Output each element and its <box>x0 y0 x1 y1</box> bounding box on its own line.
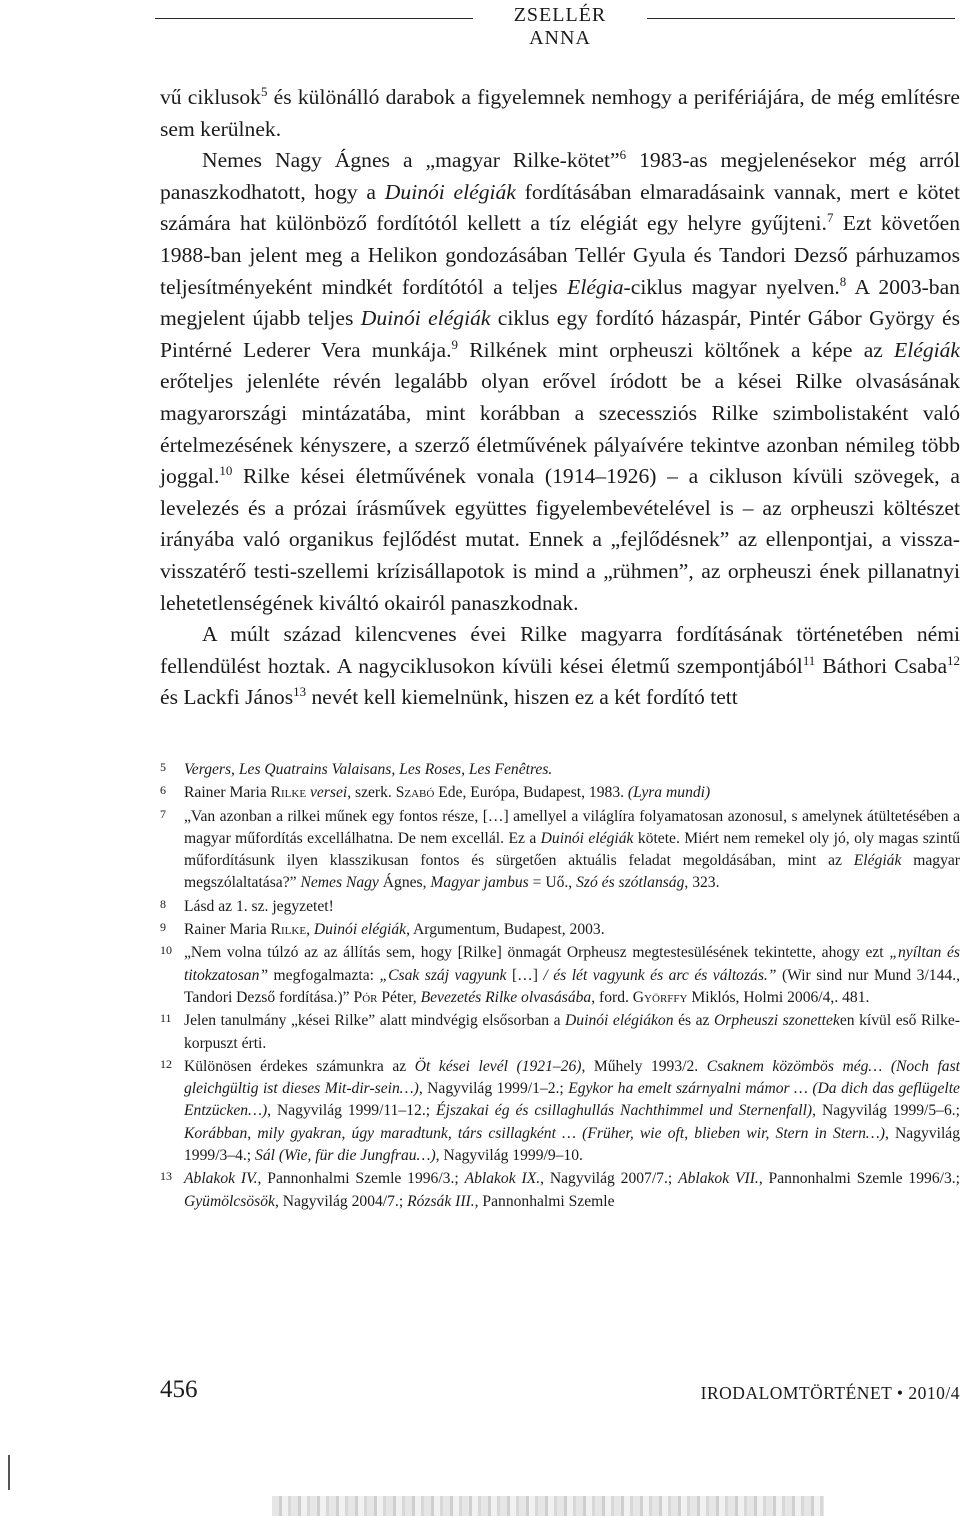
italic-text: / és lét vagyunk és arc és változás.” <box>543 966 777 984</box>
footnote-ref: 10 <box>219 462 233 478</box>
italic-text: Elégiák <box>853 852 902 870</box>
text-run: , Nagyvilág 1999/11–12.; <box>267 1102 436 1120</box>
text-run: kötete. Miért nem remekel oly jó, oly magas szintű műfordításunk ilyen klasszikusan fontos és sürgetően aktuális feladat megoldásában, mint az <box>184 829 960 870</box>
footnote-6 <box>160 782 960 804</box>
text-run: en kívül eső Rilke-korpuszt érti. <box>184 1012 960 1052</box>
text-run: = Uő., <box>528 874 577 892</box>
italic-text: Duinói elégiák <box>540 829 634 847</box>
italic-text: Szó és szótlanság <box>576 874 685 892</box>
italic-text: Éjszakai ég és csillaghullás Nachthimmel und Sternenfall) <box>436 1102 813 1120</box>
italic-text: „nyíltan és titokzatosan” <box>184 944 960 984</box>
text-run: (Wir sind nur Mund 3/144., Tandori Dezső fordítása.)” <box>184 966 960 1006</box>
text-run: -ciklus magyar nyelven. <box>623 274 840 299</box>
italic-text: Duinói elégiák <box>360 306 491 331</box>
text-run: , Műhely 1993/2. <box>581 1057 707 1075</box>
text-run: megfogalmazta: <box>268 966 380 984</box>
text-run: Miklós, Holmi 2006/4,. 481. <box>687 988 870 1006</box>
italic-text: Ablakok IX. <box>464 1170 541 1188</box>
text-run: A 2003-ban megjelent újabb teljes <box>160 274 960 331</box>
text-run: és az <box>673 1012 714 1030</box>
footnote-number: 13 <box>160 1169 172 1184</box>
running-header <box>155 4 955 49</box>
footnote-8 <box>160 896 960 918</box>
italic-text: Nemes Nagy <box>300 874 379 892</box>
italic-text: Elégia <box>567 274 624 299</box>
text-run: Ede, Európa, Budapest, 1983. <box>434 784 628 802</box>
italic-text: Vergers, Les Quatrains Valaisans, Les Roses, Les Fenêtres. <box>184 761 553 778</box>
italic-text: Duinói elégiák <box>313 921 407 939</box>
footnote-text <box>184 896 960 918</box>
footnote-5 <box>160 759 960 781</box>
footnote-ref: 6 <box>619 147 627 162</box>
text-run: , Nagyvilág 1999/1–2.; <box>418 1080 569 1098</box>
footnote-text <box>184 942 960 1009</box>
scan-margin-mark <box>8 1455 10 1490</box>
text-run: A múlt század kilencvenes évei Rilke magyarra fordításának történetében némi fellendülést hoztak. A nagyciklusokon kívüli kései életmű szempontjából <box>160 622 960 678</box>
text-run: , szerk. <box>347 784 396 802</box>
text-run: Ágnes, <box>378 874 431 892</box>
footnote-number: 10 <box>160 943 172 958</box>
italic-text: (Lyra mundi) <box>627 784 711 802</box>
footnote-text <box>184 759 960 781</box>
italic-text: Bevezetés Rilke olvasásába <box>420 988 592 1006</box>
text-run: , Pannonhalmi Szemle <box>474 1192 615 1210</box>
footnote-number: 6 <box>160 783 166 798</box>
text-run: Péter, <box>377 988 421 1006</box>
footnote-text <box>184 806 960 895</box>
italic-text: Orpheuszi szonettek <box>714 1012 840 1030</box>
text-run: erőteljes jelenléte révén legalább olyan erővel íródott be a kései Rilke olvasásának magyarországi mintázatába, mint korábban a szecessziós Rilke szimbolistaként való értelmezésének kényszere, a szerző életművének pályaívére tekintve azonban némileg több joggal. <box>160 369 960 489</box>
text-run: , ford. <box>591 988 633 1006</box>
italic-text: Ablakok VII. <box>678 1170 759 1188</box>
footnote-text <box>184 782 960 804</box>
italic-text: „Csak száj vagyunk <box>379 966 507 984</box>
text-run: 1983-as megjelenésekor még arról panaszkodhatott, hogy a <box>160 148 960 204</box>
small-caps-name: Rilke <box>270 784 307 802</box>
text-run: Rilkének mint orpheuszi költőnek a képe az <box>458 337 895 362</box>
text-run: , <box>306 921 314 939</box>
italic-text: Magyar jambus <box>430 874 529 892</box>
header-rule-left <box>155 18 473 19</box>
small-caps-name: Rilke <box>270 921 307 939</box>
text-run: és különálló darabok a figyelemnek nemhogy a perifériájára, de még említésre sem kerülnek. <box>160 85 960 141</box>
small-caps-name: Szabó <box>395 784 435 802</box>
header-rule-right <box>647 18 955 19</box>
footnote-ref: 7 <box>826 210 834 226</box>
paragraph-2 <box>160 145 960 619</box>
footnote-ref: 13 <box>293 684 307 700</box>
text-run: , Pannonhalmi Szemle 1996/3.; <box>257 1170 465 1188</box>
footnote-ref: 5 <box>260 83 268 99</box>
text-run: , Nagyvilág 2004/7.; <box>274 1192 408 1210</box>
footnote-number: 8 <box>160 896 166 911</box>
footnote-number: 12 <box>160 1056 172 1071</box>
small-caps-name: Pór <box>353 988 378 1006</box>
journal-issue: IRODALOMTÖRTÉNET • 2010/4 <box>700 1383 960 1403</box>
footnote-12 <box>160 1056 960 1167</box>
header-author: ZSELLÉR ANNA <box>513 4 607 49</box>
italic-text: Duinói elégiákon <box>565 1012 674 1030</box>
text-run: , Nagyvilág 2007/7.; <box>540 1170 679 1188</box>
footnote-text <box>184 919 960 941</box>
text-run: Rilke kései életművének vonala (1914–1926) – a cikluson kívüli szövegek, a levelezés és a prózai írásművek együttes figyelembevételével is – az orpheuszi költészet irányába való organikus fejlődést mutat. Ennek a „fejlődésnek” az ellenpontjai, a vissza-visszatérő testi-szellemi krízisállapotok is mind a „rühmen”, az orpheuszi ének pillanatnyi lehetetlenségének kiváltó okairól panaszkodnak. <box>160 464 960 615</box>
footnote-ref: 12 <box>947 652 960 668</box>
text-run: ciklus egy fordító házaspár, Pintér Gábor György és Pintérné Lederer Vera munkája. <box>160 306 960 362</box>
italic-text: Öt kései levél (1921–26) <box>414 1057 582 1075</box>
footnote-11 <box>160 1010 960 1055</box>
italic-text: Ablakok IV. <box>184 1170 258 1188</box>
text-run: Lásd az 1. sz. jegyzetet! <box>184 897 334 915</box>
scan-artifact-strip <box>272 1496 824 1516</box>
paragraph-3 <box>160 619 960 714</box>
footnote-number: 7 <box>160 806 166 821</box>
italic-text: Korábban, mily gyakran, úgy maradtunk, társ csillagként … (Früher, wie oft, blieben wir, Stern in Stern…) <box>184 1124 885 1142</box>
text-run: „Nem volna túlzó az az állítás sem, hogy [Rilke] önmagát Orpheusz megtestesülésének tekintette, ahogy ezt <box>184 944 890 962</box>
text-run: […] <box>506 966 544 984</box>
italic-text: Sál (Wie, für die Jungfrau…) <box>255 1147 436 1165</box>
main-text <box>160 82 960 714</box>
footnotes <box>160 759 960 1214</box>
italic-text: Gyümölcsösök <box>184 1192 275 1210</box>
footnote-ref: 11 <box>802 652 816 668</box>
italic-text: Rózsák III. <box>407 1192 475 1210</box>
footnote-13 <box>160 1168 960 1213</box>
text-run: Rainer Maria <box>184 921 271 939</box>
paragraph-1 <box>160 82 960 145</box>
footnote-7 <box>160 806 960 895</box>
text-run: Báthori Csaba <box>815 653 948 678</box>
text-run: , 323. <box>684 874 720 892</box>
text-run: , Argumentum, Budapest, 2003. <box>406 921 605 939</box>
italic-text: Csaknem közömbös még… (Noch fast gleichgültig ist dieses Mit-dir-sein…) <box>184 1057 960 1098</box>
text-run: , Nagyvilág 1999/5–6.; <box>812 1102 960 1120</box>
footnote-text <box>184 1010 960 1055</box>
footnote-text <box>184 1168 960 1213</box>
text-run: , Nagyvilág 1999/9–10. <box>435 1147 583 1165</box>
text-run: Jelen tanulmány „kései Rilke” alatt mindvégig elsősorban a <box>184 1012 566 1030</box>
text-run: magyar megszólaltatása?” <box>184 852 960 892</box>
italic-text: versei <box>309 784 348 802</box>
page-footer <box>160 1376 960 1410</box>
small-caps-name: Györffy <box>632 988 688 1006</box>
italic-text: Duinói elégiák <box>384 179 516 204</box>
text-run: és Lackfi János <box>160 685 294 710</box>
text-run: vű ciklusok <box>160 85 261 109</box>
footnote-9 <box>160 919 960 941</box>
text-run: , Nagyvilág 1999/3–4.; <box>184 1124 960 1165</box>
footnote-number: 11 <box>160 1011 172 1026</box>
text-run: „Van azonban a rilkei műnek egy fontos része, […] amellyel a világlíra folyamatosan azonosul, s amelynek átültetésében a magyar műfordítás excellálhatna. De nem excellál. Ez a <box>184 807 960 847</box>
text-run: Különösen érdekes számunkra az <box>184 1057 415 1075</box>
text-run: , Pannonhalmi Szemle 1996/3.; <box>758 1170 960 1188</box>
text-run: Ezt követően 1988-ban jelent meg a Helikon gondozásában Tellér Gyula és Tandori Dezső párhuzamos teljesítményeként mindkét fordítótól a teljes <box>160 211 960 299</box>
text-run: nevét kell kiemelnünk, hiszen ez a két fordító tett <box>306 685 738 710</box>
footnote-10 <box>160 942 960 1009</box>
footnote-number: 5 <box>160 760 166 774</box>
text-run: Nemes Nagy Ágnes a „magyar Rilke-kötet” <box>202 148 620 173</box>
footnote-ref: 9 <box>451 336 459 352</box>
text-run: Rainer Maria <box>184 784 271 802</box>
footnote-number: 9 <box>160 920 166 935</box>
text-run: fordításában elmaradásaink vannak, mert e kötet számára hat különböző fordítótól kellett a tíz elégiát egy helyre gyűjteni. <box>160 179 960 236</box>
italic-text: Egykor ha emelt szárnyalni mámor … (Da dich das geflügelte Entzücken…) <box>184 1080 960 1120</box>
italic-text: Elégiák <box>894 337 960 362</box>
footnote-ref: 8 <box>839 273 847 289</box>
page-number: 456 <box>160 1376 198 1403</box>
footnote-text <box>184 1056 960 1167</box>
